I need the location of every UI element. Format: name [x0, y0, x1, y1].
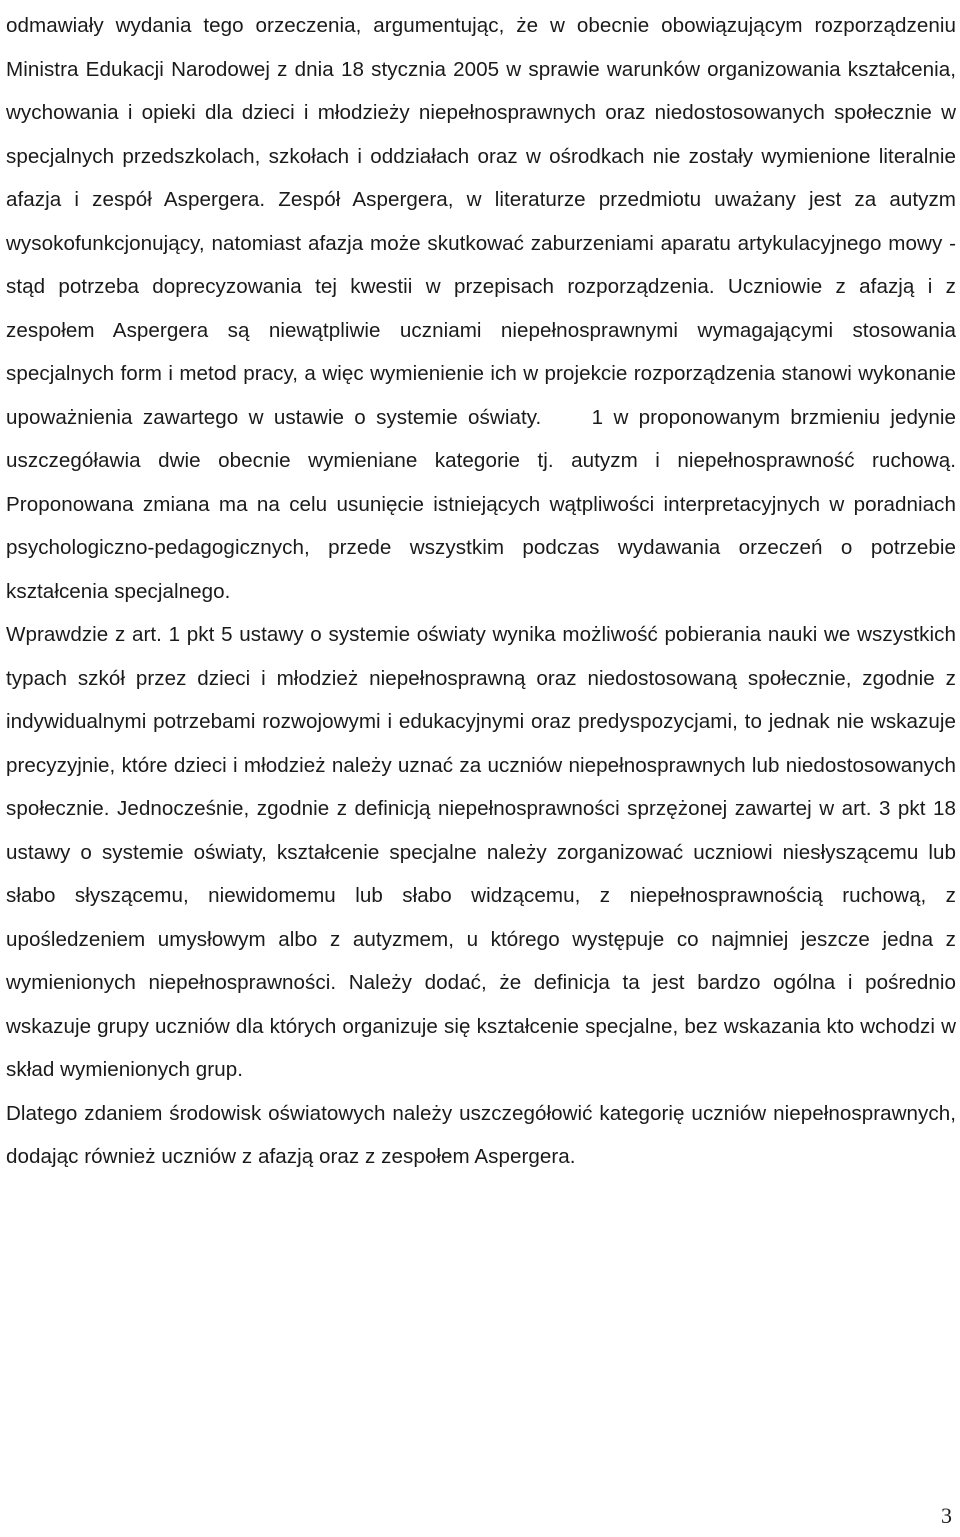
paragraph-2: Wprawdzie z art. 1 pkt 5 ustawy o systemie oświaty wynika możliwość pobierania nauki we wszystkich typach szkół przez dzieci i młodzież niepełnosprawną oraz niedostosowaną społecznie, zgodnie z indywidualnymi potrzebami rozwojowymi i edukacyjnymi oraz predyspozycjami, to jednak nie wskazuje precyzyjnie, które dzieci i młodzież należy uznać za uczniów niepełnosprawnych lub niedostosowanych społecznie. Jednocześnie, zgodnie z definicją niepełnosprawności sprzężonej zawartej w art. 3 pkt 18 ustawy o systemie oświaty, kształcenie specjalne należy zorganizować uczniowi niesłyszącemu lub słabo słyszącemu, niewidomemu lub słabo widzącemu, z niepełnosprawnością ruchową, z upośledzeniem umysłowym albo z autyzmem, u którego występuje co najmniej jeszcze jedna z wymienionych niepełnosprawności. Należy dodać, że definicja ta jest bardzo ogólna i pośrednio wskazuje grupy uczniów dla których organizuje się kształcenie specjalne, bez wskazania kto wchodzi w skład wymienionych grup.	[6, 623, 956, 1081]
page-number: 3	[941, 1503, 952, 1528]
paragraph-1-text-b: 1 w proponowanym brzmieniu jedynie uszczegóławia dwie obecnie wymieniane kategorie tj. autyzm i niepełnosprawność ruchową. Proponowana zmiana ma na celu usunięcie istniejących wątpliwości interpretacyjnych w poradniach psychologiczno-pedagogicznych, przede wszystkim podczas wydawania orzeczeń o potrzebie kształcenia specjalnego.	[6, 405, 957, 603]
paragraph-3: Dlatego zdaniem środowisk oświatowych należy uszczegółowić kategorię uczniów niepełnosprawnych, dodając również uczniów z afazją oraz z zespołem Aspergera.	[6, 1101, 956, 1168]
document-page	[6, 4, 956, 1179]
paragraph-1-text-a: odmawiały wydania tego orzeczenia, argumentując, że w obecnie obowiązującym rozporządzeniu Ministra Edukacji Narodowej z dnia 18 stycznia 2005 w sprawie warunków organizowania kształcenia, wychowania i opieki dla dzieci i młodzieży niepełnosprawnych oraz niedostosowanych społecznie w specjalnych przedszkolach, szkołach i oddziałach oraz w ośrodkach nie zostały wymienione literalnie afazja i zespół Aspergera. Zespół Aspergera, w literaturze przedmiotu uważany jest za autyzm wysokofunkcjonujący, natomiast afazja może skutkować zaburzeniami aparatu artykulacyjnego mowy - stąd potrzeba doprecyzowania tej kwestii w przepisach rozporządzenia. Uczniowie z afazją i z zespołem Aspergera są niewątpliwie uczniami niepełnosprawnymi wymagającymi stosowania specjalnych form i metod pracy, a więc wymienienie ich w projekcie rozporządzenia stanowi wykonanie upoważnienia zawartego w ustawie o systemie oświaty.	[6, 14, 956, 429]
paragraph-1	[6, 4, 956, 613]
